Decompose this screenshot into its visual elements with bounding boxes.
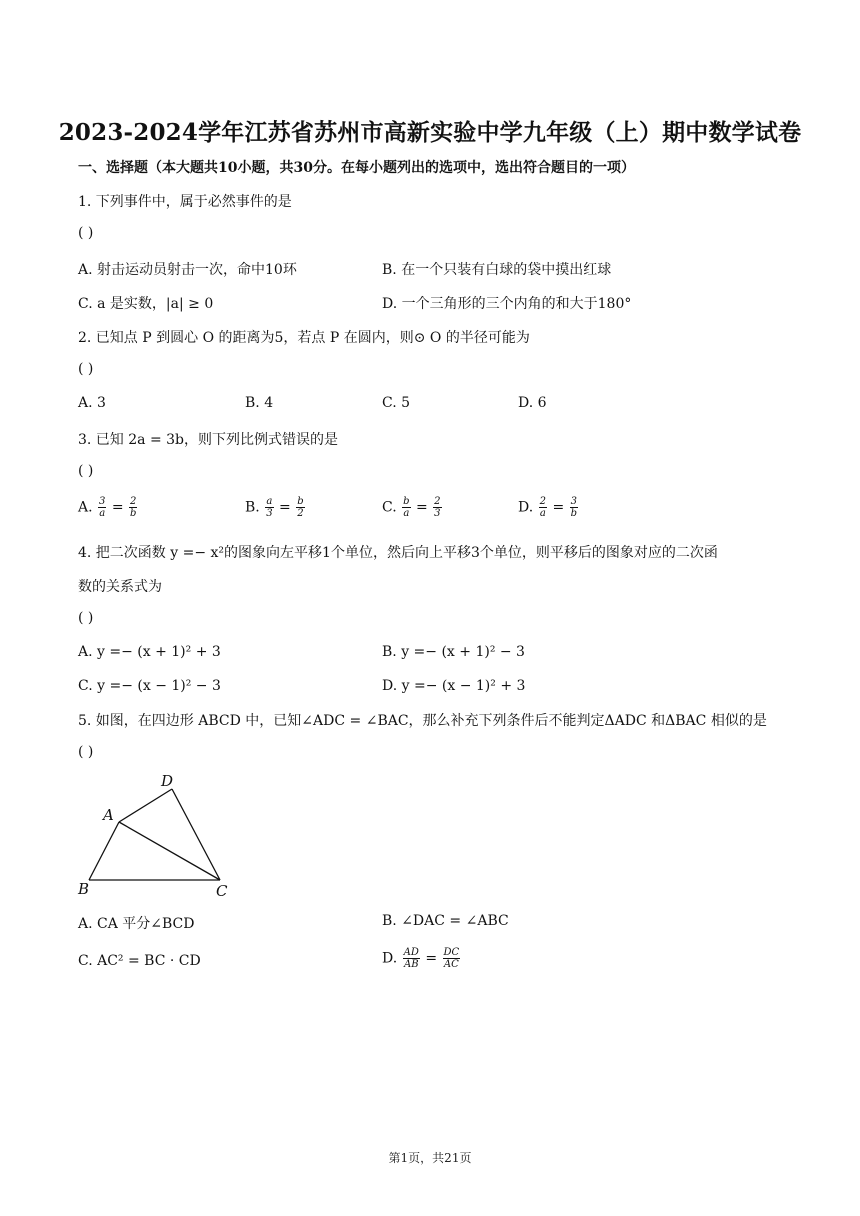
question-4-option-d: D. y =− (x − 1)² + 3	[382, 678, 526, 694]
option-label: A.	[78, 499, 93, 516]
option-label: B.	[245, 499, 260, 516]
fraction: $\frac{3}{a}$	[99, 496, 106, 519]
point-label-a: A	[103, 806, 114, 824]
question-3-stem: 3. 已知 2a = 3b，则下列比例式错误的是	[78, 432, 339, 448]
section-heading: 一、选择题（本大题共10小题，共30分。在每小题列出的选项中，选出符合题目的一项）	[78, 160, 635, 176]
question-5-option-b: B. ∠DAC = ∠ABC	[382, 913, 509, 929]
question-4-option-a: A. y =− (x + 1)² + 3	[78, 644, 221, 660]
question-3-paren: ( )	[78, 463, 94, 479]
question-3-option-b	[245, 496, 306, 519]
fraction: $\frac{AD}{AB}$	[403, 947, 419, 970]
question-3-option-d	[518, 496, 579, 519]
question-2-option-d: D. 6	[518, 395, 547, 411]
question-1-option-a: A. 射击运动员射击一次，命中10环	[78, 262, 297, 278]
question-1-paren: ( )	[78, 225, 94, 241]
option-label: C.	[382, 499, 397, 516]
page-title: 2023-2024学年江苏省苏州市高新实验中学九年级（上）期中数学试卷	[58, 119, 802, 146]
fraction: $\frac{2}{a}$	[539, 496, 547, 519]
question-4-paren: ( )	[78, 610, 94, 626]
question-4-stem-line2: 数的关系式为	[78, 579, 162, 595]
fraction: $\frac{b}{a}$	[403, 496, 410, 519]
option-label: D.	[518, 499, 534, 516]
question-2-option-b: B. 4	[245, 395, 274, 411]
question-4-stem-line1: 4. 把二次函数 y =− x²的图象向左平移1个单位，然后向上平移3个单位，则平移后的图象对应的二次函	[78, 545, 718, 561]
point-label-b: B	[78, 880, 90, 898]
fraction: $\frac{b}{2}$	[297, 496, 304, 519]
question-4-option-b: B. y =− (x + 1)² − 3	[382, 644, 525, 660]
equals-sign: =	[425, 950, 438, 967]
question-2-stem: 2. 已知点 P 到圆心 O 的距离为5，若点 P 在圆内，则⊙ O 的半径可能为	[78, 330, 530, 346]
question-2-option-c: C. 5	[382, 395, 411, 411]
segment-ba	[89, 822, 119, 880]
fraction: $\frac{2}{b}$	[130, 496, 137, 519]
equals-sign: =	[111, 499, 124, 516]
question-1-stem: 1. 下列事件中，属于必然事件的是	[78, 194, 292, 210]
fraction: $\frac{a}{3}$	[266, 496, 273, 519]
question-5-stem: 5. 如图，在四边形 ABCD 中，已知∠ADC = ∠BAC，那么补充下列条件后不能判定ΔADC 和ΔBAC 相似的是	[78, 713, 767, 729]
question-3-option-c	[382, 496, 443, 519]
point-label-d: D	[161, 772, 174, 790]
question-2-paren: ( )	[78, 361, 94, 377]
question-1-option-b: B. 在一个只装有白球的袋中摸出红球	[382, 262, 612, 278]
question-5-option-c: C. AC² = BC · CD	[78, 953, 201, 969]
fraction: $\frac{DC}{AC}$	[443, 947, 460, 970]
point-label-c: C	[216, 882, 228, 900]
question-1-option-d: D. 一个三角形的三个内角的和大于180°	[382, 296, 632, 312]
segment-ad	[119, 789, 172, 822]
fraction: $\frac{2}{3}$	[434, 496, 441, 519]
fraction: $\frac{3}{b}$	[570, 496, 578, 519]
equals-sign: =	[415, 499, 428, 516]
question-5-option-d	[382, 947, 461, 970]
question-3-option-a	[78, 496, 138, 519]
page-footer: 第1页，共21页	[388, 1151, 472, 1165]
quadrilateral-figure	[70, 768, 240, 900]
option-label: D.	[382, 950, 398, 967]
question-5-paren: ( )	[78, 744, 94, 760]
question-2-option-a: A. 3	[78, 395, 106, 411]
question-1-option-c: C. a 是实数，|a| ≥ 0	[78, 296, 214, 312]
equals-sign: =	[552, 499, 565, 516]
equals-sign: =	[279, 499, 291, 516]
question-5-option-a: A. CA 平分∠BCD	[78, 916, 195, 932]
question-4-option-c: C. y =− (x − 1)² − 3	[78, 678, 221, 694]
